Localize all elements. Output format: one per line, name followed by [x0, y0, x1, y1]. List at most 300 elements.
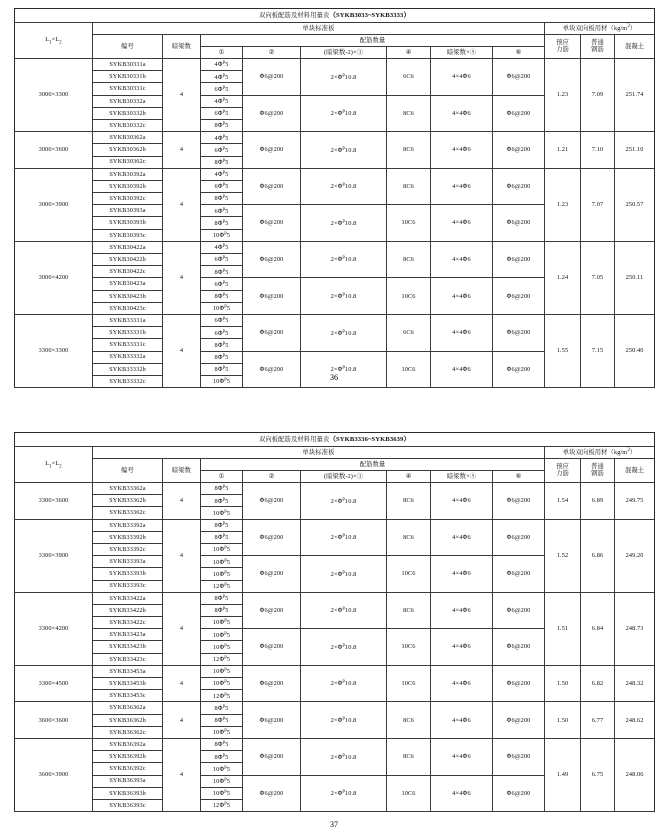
cell-rebar-5: 4×4Φ6	[431, 592, 493, 629]
cell-normal-rebar-value: 6.86	[581, 519, 615, 592]
header-beam-count: 暗梁数	[163, 35, 201, 59]
cell-rebar-1: $8\Phi^p5$	[201, 751, 243, 763]
cell-slab-size: 3300×3900	[15, 519, 93, 592]
cell-rebar-6: Φ6@200	[493, 775, 545, 812]
cell-rebar-3: $2\times\Phi^p10.8$	[301, 738, 387, 775]
cell-rebar-1: $10\Phi^p5$	[201, 229, 243, 241]
cell-rebar-1: $6\Phi^p5$	[201, 180, 243, 192]
cell-rebar-4: 8C6	[387, 95, 431, 132]
header-normal-rebar: 普通 钢筋	[581, 459, 615, 483]
cell-rebar-1: $10\Phi^p5$	[201, 302, 243, 314]
header-rebar-qty-group: 配筋数量	[201, 35, 545, 47]
cell-rebar-1: $8\Phi^p5$	[201, 592, 243, 604]
cell-rebar-4: 8C6	[387, 702, 431, 739]
cell-rebar-1: $8\Phi^p5$	[201, 604, 243, 616]
cell-rebar-6: Φ6@200	[493, 205, 545, 242]
cell-rebar-1: $4\Phi^p5$	[201, 168, 243, 180]
header-rebar-qty-group: 配筋数量	[201, 459, 545, 471]
cell-rebar-5: 4×4Φ6	[431, 168, 493, 205]
header-rebar-col-3: (暗梁数-2)×③	[301, 471, 387, 483]
cell-rebar-5: 4×4Φ6	[431, 483, 493, 520]
cell-slab-code: SYKB30392b	[93, 180, 163, 192]
cell-rebar-3: $2\times\Phi^p10.8$	[301, 59, 387, 96]
cell-rebar-4: 6C6	[387, 59, 431, 96]
cell-rebar-4: 8C6	[387, 592, 431, 629]
cell-slab-code: SYKB33423a	[93, 629, 163, 641]
cell-slab-code: SYKB36392a	[93, 738, 163, 750]
cell-slab-code: SYKB33331a	[93, 314, 163, 326]
cell-rebar-6: Φ6@200	[493, 629, 545, 666]
cell-rebar-1: $10\Phi^p5$	[201, 617, 243, 629]
cell-rebar-3: $2\times\Phi^p10.8$	[301, 241, 387, 278]
cell-rebar-1: $8\Phi^p5$	[201, 483, 243, 495]
cell-slab-size: 3300×3300	[15, 314, 93, 387]
cell-prestress-value: 1.52	[545, 519, 581, 592]
cell-slab-code: SYKB36362c	[93, 726, 163, 738]
cell-rebar-2: Φ6@200	[243, 132, 301, 169]
cell-slab-code: SYKB30393c	[93, 229, 163, 241]
cell-slab-size: 3600×3600	[15, 702, 93, 739]
cell-rebar-1: $8\Phi^p5$	[201, 266, 243, 278]
cell-rebar-1: $12\Phi^p5$	[201, 580, 243, 592]
cell-slab-code: SYKB30392a	[93, 168, 163, 180]
cell-rebar-4: 10C6	[387, 775, 431, 812]
cell-rebar-4: 8C6	[387, 168, 431, 205]
cell-rebar-1: $10\Phi^p5$	[201, 641, 243, 653]
spec-table	[14, 8, 655, 388]
header-code: 编号	[93, 459, 163, 483]
cell-beam-count: 4	[163, 665, 201, 702]
cell-slab-code: SYKB30332c	[93, 119, 163, 131]
cell-rebar-1: $6\Phi^p5$	[201, 83, 243, 95]
cell-rebar-3: $2\times\Phi^p10.8$	[301, 278, 387, 315]
cell-rebar-2: Φ6@200	[243, 629, 301, 666]
header-rebar-col-5: 暗梁数×⑤	[431, 47, 493, 59]
header-rebar-col-2: ②	[243, 471, 301, 483]
cell-prestress-value: 1.54	[545, 483, 581, 520]
cell-rebar-2: Φ6@200	[243, 738, 301, 775]
cell-rebar-2: Φ6@200	[243, 775, 301, 812]
cell-slab-code: SYKB33362b	[93, 495, 163, 507]
cell-rebar-3: $2\times\Phi^p10.8$	[301, 629, 387, 666]
header-rebar-col-4: ④	[387, 471, 431, 483]
table-code-range: （SYKB3033~SYKB3333）	[329, 11, 411, 19]
cell-slab-code: SYKB33362a	[93, 483, 163, 495]
cell-slab-code: SYKB33393b	[93, 568, 163, 580]
cell-concrete-value: 248.32	[615, 665, 655, 702]
cell-beam-count: 4	[163, 168, 201, 241]
header-rebar-col-6: ⑥	[493, 47, 545, 59]
cell-rebar-1: $10\Phi^p5$	[201, 678, 243, 690]
cell-rebar-3: $2\times\Phi^p10.8$	[301, 95, 387, 132]
cell-rebar-1: $12\Phi^p5$	[201, 653, 243, 665]
cell-rebar-1: $6\Phi^p5$	[201, 107, 243, 119]
cell-prestress-value: 1.50	[545, 702, 581, 739]
cell-slab-size: 3000×3900	[15, 168, 93, 241]
table-title-main: 双向板配筋及材料用量表	[258, 11, 330, 19]
cell-rebar-6: Φ6@200	[493, 738, 545, 775]
cell-rebar-1: $10\Phi^p5$	[201, 775, 243, 787]
cell-rebar-3: $2\times\Phi^p10.8$	[301, 351, 387, 388]
spec-table-sheet-1	[0, 8, 668, 388]
cell-normal-rebar-value: 7.05	[581, 241, 615, 314]
header-rebar-col-6: ⑥	[493, 471, 545, 483]
cell-rebar-3: $2\times\Phi^p10.8$	[301, 592, 387, 629]
cell-rebar-2: Φ6@200	[243, 483, 301, 520]
cell-rebar-5: 4×4Φ6	[431, 132, 493, 169]
cell-rebar-1: $10\Phi^p5$	[201, 787, 243, 799]
cell-rebar-5: 4×4Φ6	[431, 205, 493, 242]
cell-slab-code: SYKB33453a	[93, 665, 163, 677]
table-code-range: （SYKB3336~SYKB3639）	[329, 435, 411, 443]
table-title	[15, 9, 655, 23]
cell-normal-rebar-value: 6.75	[581, 738, 615, 811]
cell-rebar-3: $2\times\Phi^p10.8$	[301, 702, 387, 739]
table-row	[15, 132, 655, 144]
cell-prestress-value: 1.50	[545, 665, 581, 702]
cell-prestress-value: 1.23	[545, 168, 581, 241]
cell-slab-code: SYKB33332b	[93, 363, 163, 375]
cell-rebar-4: 8C6	[387, 738, 431, 775]
cell-rebar-1: $10\Phi^p5$	[201, 568, 243, 580]
cell-concrete-value: 250.40	[615, 314, 655, 387]
cell-rebar-1: $8\Phi^p5$	[201, 531, 243, 543]
cell-rebar-6: Φ6@200	[493, 278, 545, 315]
header-standard-slab-group: 单块标准板	[93, 447, 545, 459]
cell-rebar-1: $8\Phi^p5$	[201, 193, 243, 205]
cell-rebar-3: $2\times\Phi^p10.8$	[301, 205, 387, 242]
cell-rebar-1: $8\Phi^p5$	[201, 363, 243, 375]
cell-concrete-value: 251.74	[615, 59, 655, 132]
cell-slab-size: 3000×4200	[15, 241, 93, 314]
cell-slab-size: 3000×3300	[15, 59, 93, 132]
cell-slab-code: SYKB33393c	[93, 580, 163, 592]
cell-rebar-5: 4×4Φ6	[431, 241, 493, 278]
cell-rebar-1: $10\Phi^p5$	[201, 726, 243, 738]
cell-slab-code: SYKB36392b	[93, 751, 163, 763]
cell-slab-code: SYKB33331c	[93, 339, 163, 351]
cell-prestress-value: 1.55	[545, 314, 581, 387]
header-normal-rebar: 普通 钢筋	[581, 35, 615, 59]
cell-normal-rebar-value: 6.77	[581, 702, 615, 739]
cell-concrete-value: 251.10	[615, 132, 655, 169]
cell-slab-code: SYKB33453b	[93, 678, 163, 690]
cell-beam-count: 4	[163, 702, 201, 739]
cell-rebar-1: $8\Phi^p5$	[201, 702, 243, 714]
cell-rebar-2: Φ6@200	[243, 314, 301, 351]
table-row	[15, 314, 655, 326]
cell-beam-count: 4	[163, 519, 201, 592]
cell-rebar-2: Φ6@200	[243, 59, 301, 96]
header-rebar-col-5: 暗梁数×⑤	[431, 471, 493, 483]
cell-rebar-4: 8C6	[387, 483, 431, 520]
header-concrete: 混凝土	[615, 35, 655, 59]
cell-slab-code: SYKB33393a	[93, 556, 163, 568]
cell-rebar-2: Φ6@200	[243, 556, 301, 593]
cell-slab-code: SYKB30393a	[93, 205, 163, 217]
cell-rebar-5: 4×4Φ6	[431, 95, 493, 132]
cell-rebar-6: Φ6@200	[493, 241, 545, 278]
cell-rebar-5: 4×4Φ6	[431, 556, 493, 593]
cell-rebar-1: $10\Phi^p5$	[201, 763, 243, 775]
cell-rebar-6: Φ6@200	[493, 483, 545, 520]
cell-rebar-1: $10\Phi^p5$	[201, 375, 243, 387]
cell-rebar-3: $2\times\Phi^p10.8$	[301, 132, 387, 169]
cell-rebar-5: 4×4Φ6	[431, 665, 493, 702]
table-row	[15, 592, 655, 604]
cell-normal-rebar-value: 6.82	[581, 665, 615, 702]
cell-rebar-3: $2\times\Phi^p10.8$	[301, 483, 387, 520]
cell-slab-size: 3300×4200	[15, 592, 93, 665]
header-rebar-col-2: ②	[243, 47, 301, 59]
cell-rebar-2: Φ6@200	[243, 519, 301, 556]
cell-rebar-1: $8\Phi^p5$	[201, 156, 243, 168]
cell-rebar-6: Φ6@200	[493, 351, 545, 388]
cell-normal-rebar-value: 6.84	[581, 592, 615, 665]
cell-rebar-2: Φ6@200	[243, 702, 301, 739]
cell-rebar-1: $4\Phi^p5$	[201, 241, 243, 253]
cell-rebar-2: Φ6@200	[243, 168, 301, 205]
page-folio-2: 37	[330, 820, 338, 829]
cell-rebar-1: $8\Phi^p5$	[201, 738, 243, 750]
cell-concrete-value: 248.06	[615, 738, 655, 811]
cell-slab-code: SYKB36392c	[93, 763, 163, 775]
table-body-2	[15, 433, 655, 812]
cell-slab-code: SYKB33392b	[93, 531, 163, 543]
cell-slab-code: SYKB30423b	[93, 290, 163, 302]
cell-rebar-2: Φ6@200	[243, 665, 301, 702]
cell-rebar-5: 4×4Φ6	[431, 351, 493, 388]
table-title	[15, 433, 655, 447]
cell-rebar-6: Φ6@200	[493, 519, 545, 556]
cell-rebar-1: $8\Phi^p5$	[201, 119, 243, 131]
cell-rebar-5: 4×4Φ6	[431, 775, 493, 812]
cell-rebar-5: 4×4Φ6	[431, 314, 493, 351]
cell-slab-code: SYKB33422c	[93, 617, 163, 629]
cell-rebar-3: $2\times\Phi^p10.8$	[301, 556, 387, 593]
cell-rebar-6: Φ6@200	[493, 665, 545, 702]
cell-slab-code: SYKB30331c	[93, 83, 163, 95]
cell-rebar-4: 8C6	[387, 519, 431, 556]
cell-rebar-1: $10\Phi^p5$	[201, 543, 243, 555]
cell-concrete-value: 250.11	[615, 241, 655, 314]
cell-rebar-4: 8C6	[387, 132, 431, 169]
cell-rebar-1: $6\Phi^p5$	[201, 278, 243, 290]
cell-slab-code: SYKB30393b	[93, 217, 163, 229]
cell-rebar-6: Φ6@200	[493, 314, 545, 351]
cell-slab-code: SYKB33392c	[93, 543, 163, 555]
cell-slab-code: SYKB33422b	[93, 604, 163, 616]
table-row	[15, 519, 655, 531]
cell-slab-code: SYKB30422b	[93, 254, 163, 266]
header-code: 编号	[93, 35, 163, 59]
cell-slab-code: SYKB33423b	[93, 641, 163, 653]
header-beam-count: 暗梁数	[163, 459, 201, 483]
cell-slab-code: SYKB30362c	[93, 156, 163, 168]
cell-rebar-1: $12\Phi^p5$	[201, 690, 243, 702]
cell-slab-code: SYKB33332a	[93, 351, 163, 363]
cell-rebar-1: $10\Phi^p5$	[201, 507, 243, 519]
cell-slab-size: 3000×3600	[15, 132, 93, 169]
cell-normal-rebar-value: 7.09	[581, 59, 615, 132]
cell-slab-code: SYKB30422c	[93, 266, 163, 278]
cell-rebar-1: $6\Phi^p5$	[201, 314, 243, 326]
cell-slab-size: 3300×3600	[15, 483, 93, 520]
cell-beam-count: 4	[163, 241, 201, 314]
header-size: $L_1\times L_2$	[15, 23, 93, 59]
header-standard-slab-group: 单块标准板	[93, 23, 545, 35]
cell-slab-code: SYKB30423a	[93, 278, 163, 290]
cell-rebar-1: $8\Phi^p5$	[201, 290, 243, 302]
cell-slab-code: SYKB30362b	[93, 144, 163, 156]
table-row	[15, 738, 655, 750]
cell-normal-rebar-value: 6.89	[581, 483, 615, 520]
cell-rebar-2: Φ6@200	[243, 205, 301, 242]
cell-rebar-6: Φ6@200	[493, 592, 545, 629]
cell-slab-code: SYKB30331a	[93, 59, 163, 71]
cell-concrete-value: 248.73	[615, 592, 655, 665]
cell-rebar-4: 10C6	[387, 556, 431, 593]
cell-slab-code: SYKB33362c	[93, 507, 163, 519]
cell-prestress-value: 1.23	[545, 59, 581, 132]
cell-rebar-5: 4×4Φ6	[431, 738, 493, 775]
page-folio-1: 36	[330, 373, 338, 382]
cell-rebar-6: Φ6@200	[493, 168, 545, 205]
cell-beam-count: 4	[163, 314, 201, 387]
cell-rebar-5: 4×4Φ6	[431, 278, 493, 315]
cell-beam-count: 4	[163, 132, 201, 169]
cell-slab-code: SYKB30392c	[93, 193, 163, 205]
cell-rebar-1: $6\Phi^p5$	[201, 327, 243, 339]
cell-rebar-1: $8\Phi^p5$	[201, 351, 243, 363]
table-body-1	[15, 9, 655, 388]
cell-slab-code: SYKB30331b	[93, 71, 163, 83]
header-rebar-col-1: ①	[201, 47, 243, 59]
cell-prestress-value: 1.21	[545, 132, 581, 169]
cell-slab-code: SYKB30332b	[93, 107, 163, 119]
spec-table-sheet-2	[0, 432, 668, 812]
cell-slab-code: SYKB36393c	[93, 799, 163, 811]
cell-rebar-4: 10C6	[387, 351, 431, 388]
cell-rebar-4: 10C6	[387, 629, 431, 666]
cell-rebar-6: Φ6@200	[493, 556, 545, 593]
cell-slab-code: SYKB33331b	[93, 327, 163, 339]
cell-rebar-1: $8\Phi^p5$	[201, 714, 243, 726]
cell-slab-code: SYKB33332c	[93, 375, 163, 387]
cell-rebar-5: 4×4Φ6	[431, 702, 493, 739]
cell-rebar-1: $4\Phi^p5$	[201, 71, 243, 83]
cell-rebar-4: 6C6	[387, 314, 431, 351]
cell-rebar-3: $2\times\Phi^p10.8$	[301, 314, 387, 351]
cell-rebar-1: $10\Phi^p5$	[201, 665, 243, 677]
cell-rebar-2: Φ6@200	[243, 278, 301, 315]
table-row	[15, 168, 655, 180]
cell-concrete-value: 249.75	[615, 483, 655, 520]
cell-rebar-2: Φ6@200	[243, 241, 301, 278]
cell-slab-code: SYKB36393b	[93, 787, 163, 799]
cell-concrete-value: 248.62	[615, 702, 655, 739]
table-row	[15, 59, 655, 71]
cell-concrete-value: 250.57	[615, 168, 655, 241]
cell-normal-rebar-value: 7.15	[581, 314, 615, 387]
cell-slab-code: SYKB33422a	[93, 592, 163, 604]
cell-rebar-1: $8\Phi^p5$	[201, 495, 243, 507]
table-row	[15, 665, 655, 677]
cell-slab-size: 3600×3900	[15, 738, 93, 811]
cell-rebar-6: Φ6@200	[493, 132, 545, 169]
cell-slab-code: SYKB30362a	[93, 132, 163, 144]
cell-slab-code: SYKB33423c	[93, 653, 163, 665]
cell-rebar-4: 8C6	[387, 241, 431, 278]
cell-rebar-4: 10C6	[387, 665, 431, 702]
cell-rebar-1: $8\Phi^p5$	[201, 519, 243, 531]
cell-slab-size: 3300×4500	[15, 665, 93, 702]
header-prestress-rebar: 预应 力筋	[545, 35, 581, 59]
cell-rebar-2: Φ6@200	[243, 592, 301, 629]
cell-rebar-1: $6\Phi^p5$	[201, 144, 243, 156]
cell-rebar-1: $8\Phi^p5$	[201, 217, 243, 229]
table-row	[15, 483, 655, 495]
cell-rebar-4: 10C6	[387, 205, 431, 242]
cell-rebar-2: Φ6@200	[243, 95, 301, 132]
cell-slab-code: SYKB36393a	[93, 775, 163, 787]
header-rebar-col-4: ④	[387, 47, 431, 59]
table-title-main: 双向板配筋及材料用量表	[258, 435, 330, 443]
cell-rebar-3: $2\times\Phi^p10.8$	[301, 519, 387, 556]
cell-slab-code: SYKB33392a	[93, 519, 163, 531]
cell-rebar-6: Φ6@200	[493, 59, 545, 96]
cell-concrete-value: 249.20	[615, 519, 655, 592]
cell-rebar-3: $2\times\Phi^p10.8$	[301, 168, 387, 205]
spec-table	[14, 432, 655, 812]
cell-rebar-1: $4\Phi^p5$	[201, 132, 243, 144]
cell-rebar-6: Φ6@200	[493, 95, 545, 132]
cell-slab-code: SYKB30422a	[93, 241, 163, 253]
header-size: $L_1\times L_2$	[15, 447, 93, 483]
cell-rebar-1: $10\Phi^p5$	[201, 556, 243, 568]
cell-normal-rebar-value: 7.10	[581, 132, 615, 169]
header-rebar-col-3: (暗梁数-2)×③	[301, 47, 387, 59]
cell-beam-count: 4	[163, 59, 201, 132]
cell-rebar-6: Φ6@200	[493, 702, 545, 739]
cell-slab-code: SYKB36362a	[93, 702, 163, 714]
table-row	[15, 241, 655, 253]
cell-rebar-5: 4×4Φ6	[431, 59, 493, 96]
cell-rebar-2: Φ6@200	[243, 351, 301, 388]
header-material-group: 单块双向板用材$(kg/m^2)$	[545, 447, 655, 459]
cell-slab-code: SYKB33453c	[93, 690, 163, 702]
cell-slab-code: SYKB30423c	[93, 302, 163, 314]
cell-rebar-3: $2\times\Phi^p10.8$	[301, 665, 387, 702]
cell-normal-rebar-value: 7.07	[581, 168, 615, 241]
cell-rebar-1: $8\Phi^p5$	[201, 339, 243, 351]
cell-prestress-value: 1.24	[545, 241, 581, 314]
header-rebar-col-1: ①	[201, 471, 243, 483]
cell-beam-count: 4	[163, 592, 201, 665]
table-row	[15, 702, 655, 714]
header-concrete: 混凝土	[615, 459, 655, 483]
cell-rebar-5: 4×4Φ6	[431, 629, 493, 666]
cell-rebar-1: $10\Phi^p5$	[201, 629, 243, 641]
cell-rebar-1: $6\Phi^p5$	[201, 205, 243, 217]
cell-rebar-4: 10C6	[387, 278, 431, 315]
cell-beam-count: 4	[163, 483, 201, 520]
cell-rebar-1: $4\Phi^p5$	[201, 59, 243, 71]
cell-rebar-1: $6\Phi^p5$	[201, 254, 243, 266]
cell-prestress-value: 1.49	[545, 738, 581, 811]
cell-rebar-1: $4\Phi^p5$	[201, 95, 243, 107]
cell-slab-code: SYKB36362b	[93, 714, 163, 726]
